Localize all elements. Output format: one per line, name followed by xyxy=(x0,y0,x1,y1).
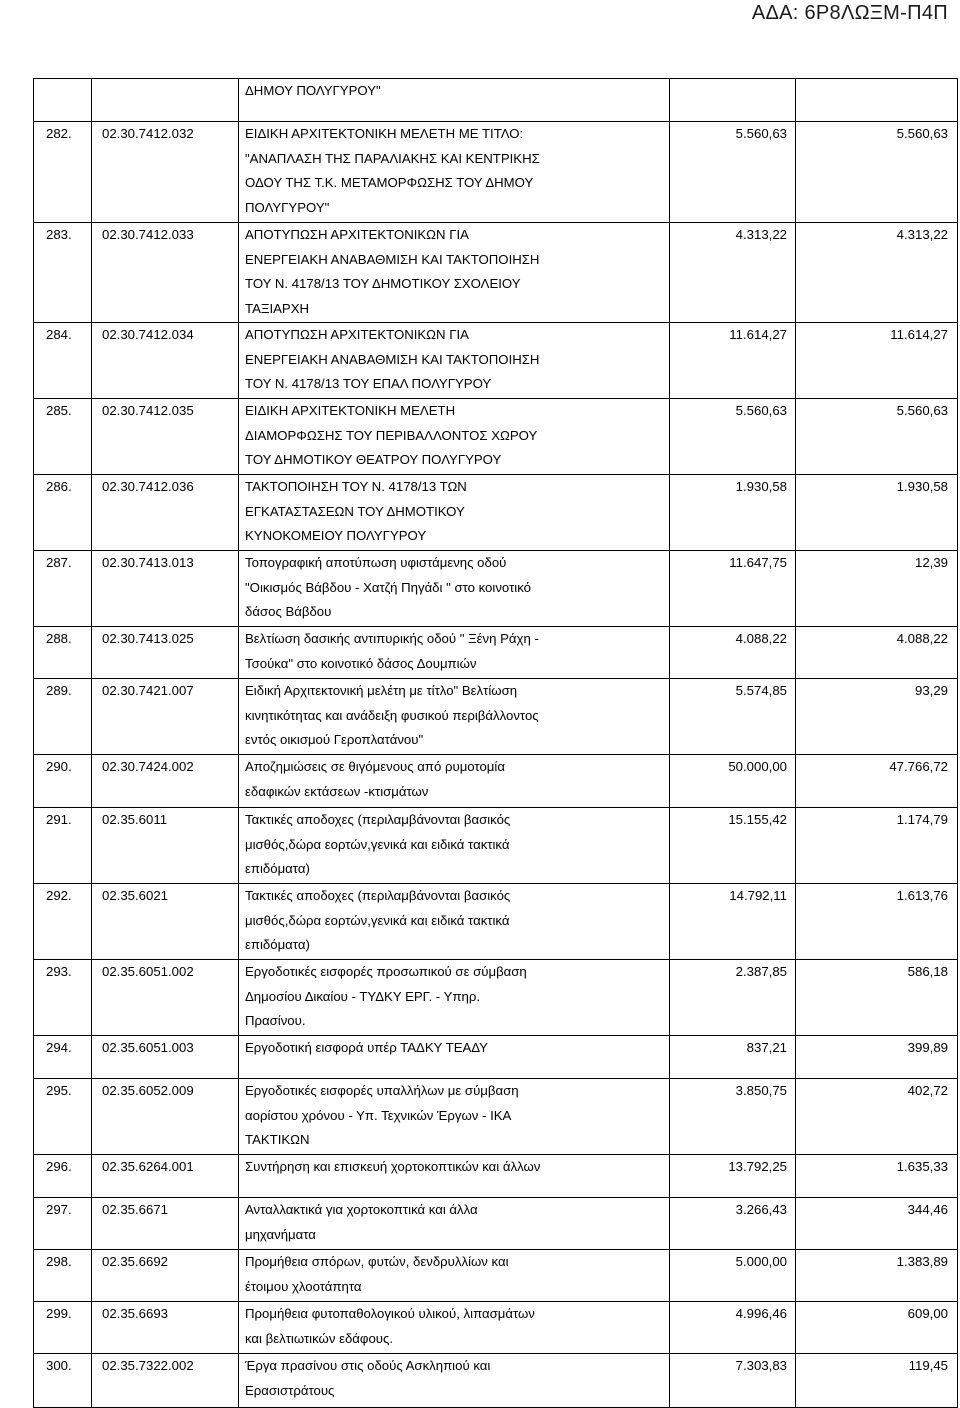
budget-code: 02.30.7412.036 xyxy=(92,475,239,551)
paid-amount: 11.614,27 xyxy=(796,323,958,399)
row-description: Τακτικές αποδοχες (περιλαμβάνονται βασικός μισθός,δώρα εορτών,γενικά και ειδικά τακτικά επιδόματα) xyxy=(239,884,670,960)
paid-amount xyxy=(796,79,958,122)
paid-amount: 1.930,58 xyxy=(796,475,958,551)
budgeted-amount: 13.792,25 xyxy=(670,1155,796,1198)
budgeted-amount: 4.996,46 xyxy=(670,1302,796,1354)
row-description: ΑΠΟΤΥΠΩΣΗ ΑΡΧΙΤΕΚΤΟΝΙΚΩΝ ΓΙΑ ΕΝΕΡΓΕΙΑΚΗ ΑΝΑΒΑΘΜΙΣΗ ΚΑΙ ΤΑΚΤΟΠΟΙΗΣΗ ΤΟΥ Ν. 4178/13 ΤΟΥ ΕΠΑΛ ΠΟΛΥΓΥΡΟΥ xyxy=(239,323,670,399)
table-row xyxy=(34,627,958,679)
table-row xyxy=(34,323,958,399)
row-description: ΕΙΔΙΚΗ ΑΡΧΙΤΕΚΤΟΝΙΚΗ ΜΕΛΕΤΗ ΜΕ ΤΙΤΛΟ: "ΑΝΑΠΛΑΣΗ ΤΗΣ ΠΑΡΑΛΙΑΚΗΣ ΚΑΙ ΚΕΝΤΡΙΚΗΣ ΟΔΟΥ ΤΗΣ Τ.Κ. ΜΕΤΑΜΟΡΦΩΣΗΣ ΤΟΥ ΔΗΜΟΥ ΠΟΛΥΓΥΡΟΥ" xyxy=(239,122,670,223)
budget-code: 02.30.7412.035 xyxy=(92,399,239,475)
paid-amount: 1.174,79 xyxy=(796,808,958,884)
row-description: ΔΗΜΟΥ ΠΟΛΥΓΥΡΟΥ" xyxy=(239,79,670,122)
row-number: 300. xyxy=(34,1354,92,1408)
row-number: 299. xyxy=(34,1302,92,1354)
row-number: 289. xyxy=(34,679,92,755)
row-number: 297. xyxy=(34,1198,92,1250)
row-number: 292. xyxy=(34,884,92,960)
row-description: ΑΠΟΤΥΠΩΣΗ ΑΡΧΙΤΕΚΤΟΝΙΚΩΝ ΓΙΑ ΕΝΕΡΓΕΙΑΚΗ ΑΝΑΒΑΘΜΙΣΗ ΚΑΙ ΤΑΚΤΟΠΟΙΗΣΗ ΤΟΥ Ν. 4178/13 ΤΟΥ ΔΗΜΟΤΙΚΟΥ ΣΧΟΛΕΙΟΥ ΤΑΞΙΑΡΧΗ xyxy=(239,223,670,323)
table-row xyxy=(34,475,958,551)
budgeted-amount: 15.155,42 xyxy=(670,808,796,884)
row-number: 296. xyxy=(34,1155,92,1198)
budget-code: 02.35.6051.003 xyxy=(92,1036,239,1079)
row-description: Τακτικές αποδοχες (περιλαμβάνονται βασικός μισθός,δώρα εορτών,γενικά και ειδικά τακτικά επιδόματα) xyxy=(239,808,670,884)
paid-amount: 5.560,63 xyxy=(796,399,958,475)
budgeted-amount: 3.850,75 xyxy=(670,1079,796,1155)
row-description: ΤΑΚΤΟΠΟΙΗΣΗ ΤΟΥ Ν. 4178/13 ΤΩΝ ΕΓΚΑΤΑΣΤΑΣΕΩΝ ΤΟΥ ΔΗΜΟΤΙΚΟΥ ΚΥΝΟΚΟΜΕΙΟΥ ΠΟΛΥΓΥΡΟΥ xyxy=(239,475,670,551)
budget-code: 02.35.6692 xyxy=(92,1250,239,1302)
budget-code: 02.35.6021 xyxy=(92,884,239,960)
row-description: Εργοδοτικές εισφορές προσωπικού σε σύμβαση Δημοσίου Δικαίου - ΤΥΔΚΥ ΕΡΓ. - Υπηρ. Πρασίνου. xyxy=(239,960,670,1036)
row-number: 298. xyxy=(34,1250,92,1302)
budgeted-amount: 5.560,63 xyxy=(670,399,796,475)
row-description: Προμήθεια σπόρων, φυτών, δενδρυλλίων και έτοιμου χλοοτάπητα xyxy=(239,1250,670,1302)
paid-amount: 402,72 xyxy=(796,1079,958,1155)
table-row xyxy=(34,1302,958,1354)
budget-code: 02.30.7413.025 xyxy=(92,627,239,679)
table-row xyxy=(34,1036,958,1079)
table-row xyxy=(34,1079,958,1155)
row-number xyxy=(34,79,92,122)
row-number: 293. xyxy=(34,960,92,1036)
paid-amount: 4.088,22 xyxy=(796,627,958,679)
paid-amount: 399,89 xyxy=(796,1036,958,1079)
budgeted-amount: 837,21 xyxy=(670,1036,796,1079)
row-description: Ανταλλακτικά για χορτοκοπτικά και άλλα μηχανήματα xyxy=(239,1198,670,1250)
budget-code: 02.35.6052.009 xyxy=(92,1079,239,1155)
table-row xyxy=(34,1354,958,1408)
row-number: 284. xyxy=(34,323,92,399)
paid-amount: 4.313,22 xyxy=(796,223,958,323)
row-description: Τοπογραφική αποτύπωση υφιστάμενης οδού "Οικισμός Βάβδου - Χατζή Πηγάδι " στο κοινοτικό δάσος Βάβδου xyxy=(239,551,670,627)
row-description: Ειδική Αρχιτεκτονική μελέτη με τίτλο" Βελτίωση κινητικότητας και ανάδειξη φυσικού περιβάλλοντος εντός οικισμού Γεροπλατάνου" xyxy=(239,679,670,755)
paid-amount: 12,39 xyxy=(796,551,958,627)
table-row xyxy=(34,1198,958,1250)
row-number: 295. xyxy=(34,1079,92,1155)
row-number: 283. xyxy=(34,223,92,323)
table-row xyxy=(34,755,958,808)
budget-code: 02.35.6051.002 xyxy=(92,960,239,1036)
budgeted-amount: 5.574,85 xyxy=(670,679,796,755)
row-number: 287. xyxy=(34,551,92,627)
table-row xyxy=(34,1250,958,1302)
paid-amount: 344,46 xyxy=(796,1198,958,1250)
table-row xyxy=(34,399,958,475)
budgeted-amount: 5.560,63 xyxy=(670,122,796,223)
paid-amount: 1.635,33 xyxy=(796,1155,958,1198)
table-row xyxy=(34,551,958,627)
paid-amount: 609,00 xyxy=(796,1302,958,1354)
budgeted-amount: 14.792,11 xyxy=(670,884,796,960)
row-description: Εργοδοτική εισφορά υπέρ ΤΑΔΚΥ ΤΕΑΔΥ xyxy=(239,1036,670,1079)
budget-code: 02.35.6264.001 xyxy=(92,1155,239,1198)
budgeted-amount: 1.930,58 xyxy=(670,475,796,551)
row-number: 290. xyxy=(34,755,92,808)
budgeted-amount: 3.266,43 xyxy=(670,1198,796,1250)
paid-amount: 586,18 xyxy=(796,960,958,1036)
budget-code: 02.35.7322.002 xyxy=(92,1354,239,1408)
row-number: 282. xyxy=(34,122,92,223)
budgeted-amount: 50.000,00 xyxy=(670,755,796,808)
table-row xyxy=(34,679,958,755)
budget-code: 02.30.7413.013 xyxy=(92,551,239,627)
table-row xyxy=(34,1155,958,1198)
row-description: Προμήθεια φυτοπαθολογικού υλικού, λιπασμάτων και βελτιωτικών εδάφους. xyxy=(239,1302,670,1354)
row-number: 288. xyxy=(34,627,92,679)
row-number: 286. xyxy=(34,475,92,551)
table-row xyxy=(34,808,958,884)
budgeted-amount xyxy=(670,79,796,122)
table-body xyxy=(34,79,958,1408)
table-row xyxy=(34,122,958,223)
paid-amount: 119,45 xyxy=(796,1354,958,1408)
paid-amount: 1.383,89 xyxy=(796,1250,958,1302)
budget-code: 02.30.7421.007 xyxy=(92,679,239,755)
row-description: Βελτίωση δασικής αντιπυρικής οδού " Ξένη Ράχη - Τσούκα" στο κοινοτικό δάσος Δουμπιών xyxy=(239,627,670,679)
row-description: Εργοδοτικές εισφορές υπαλλήλων με σύμβαση αορίστου χρόνου - Υπ. Τεχνικών Έργων - ΙΚΑ ΤΑΚΤΙΚΩΝ xyxy=(239,1079,670,1155)
table-row xyxy=(34,884,958,960)
paid-amount: 5.560,63 xyxy=(796,122,958,223)
budget-code: 02.30.7412.034 xyxy=(92,323,239,399)
budget-code: 02.30.7412.032 xyxy=(92,122,239,223)
budgeted-amount: 11.614,27 xyxy=(670,323,796,399)
paid-amount: 93,29 xyxy=(796,679,958,755)
budget-table xyxy=(33,78,958,1408)
row-number: 291. xyxy=(34,808,92,884)
row-description: ΕΙΔΙΚΗ ΑΡΧΙΤΕΚΤΟΝΙΚΗ ΜΕΛΕΤΗ ΔΙΑΜΟΡΦΩΣΗΣ ΤΟΥ ΠΕΡΙΒΑΛΛΟΝΤΟΣ ΧΩΡΟΥ ΤΟΥ ΔΗΜΟΤΙΚΟΥ ΘΕΑΤΡΟΥ ΠΟΛΥΓΥΡΟΥ xyxy=(239,399,670,475)
row-number: 294. xyxy=(34,1036,92,1079)
budget-code: 02.35.6693 xyxy=(92,1302,239,1354)
budget-code xyxy=(92,79,239,122)
budgeted-amount: 11.647,75 xyxy=(670,551,796,627)
table-row xyxy=(34,223,958,323)
budget-code: 02.35.6671 xyxy=(92,1198,239,1250)
budgeted-amount: 2.387,85 xyxy=(670,960,796,1036)
ada-code: ΑΔΑ: 6Ρ8ΛΩΞΜ-Π4Π xyxy=(751,2,948,24)
budgeted-amount: 4.088,22 xyxy=(670,627,796,679)
row-description: Αποζημιώσεις σε θιγόμενους από ρυμοτομία εδαφικών εκτάσεων -κτισμάτων xyxy=(239,755,670,808)
budgeted-amount: 4.313,22 xyxy=(670,223,796,323)
paid-amount: 47.766,72 xyxy=(796,755,958,808)
row-number: 285. xyxy=(34,399,92,475)
budget-code: 02.30.7424.002 xyxy=(92,755,239,808)
table-row xyxy=(34,960,958,1036)
row-description: Έργα πρασίνου στις οδούς Ασκληπιού και Ερασιστράτους xyxy=(239,1354,670,1408)
budget-code: 02.35.6011 xyxy=(92,808,239,884)
row-description: Συντήρηση και επισκευή χορτοκοπτικών και άλλων xyxy=(239,1155,670,1198)
paid-amount: 1.613,76 xyxy=(796,884,958,960)
budget-code: 02.30.7412.033 xyxy=(92,223,239,323)
budgeted-amount: 5.000,00 xyxy=(670,1250,796,1302)
budgeted-amount: 7.303,83 xyxy=(670,1354,796,1408)
table-row xyxy=(34,79,958,122)
